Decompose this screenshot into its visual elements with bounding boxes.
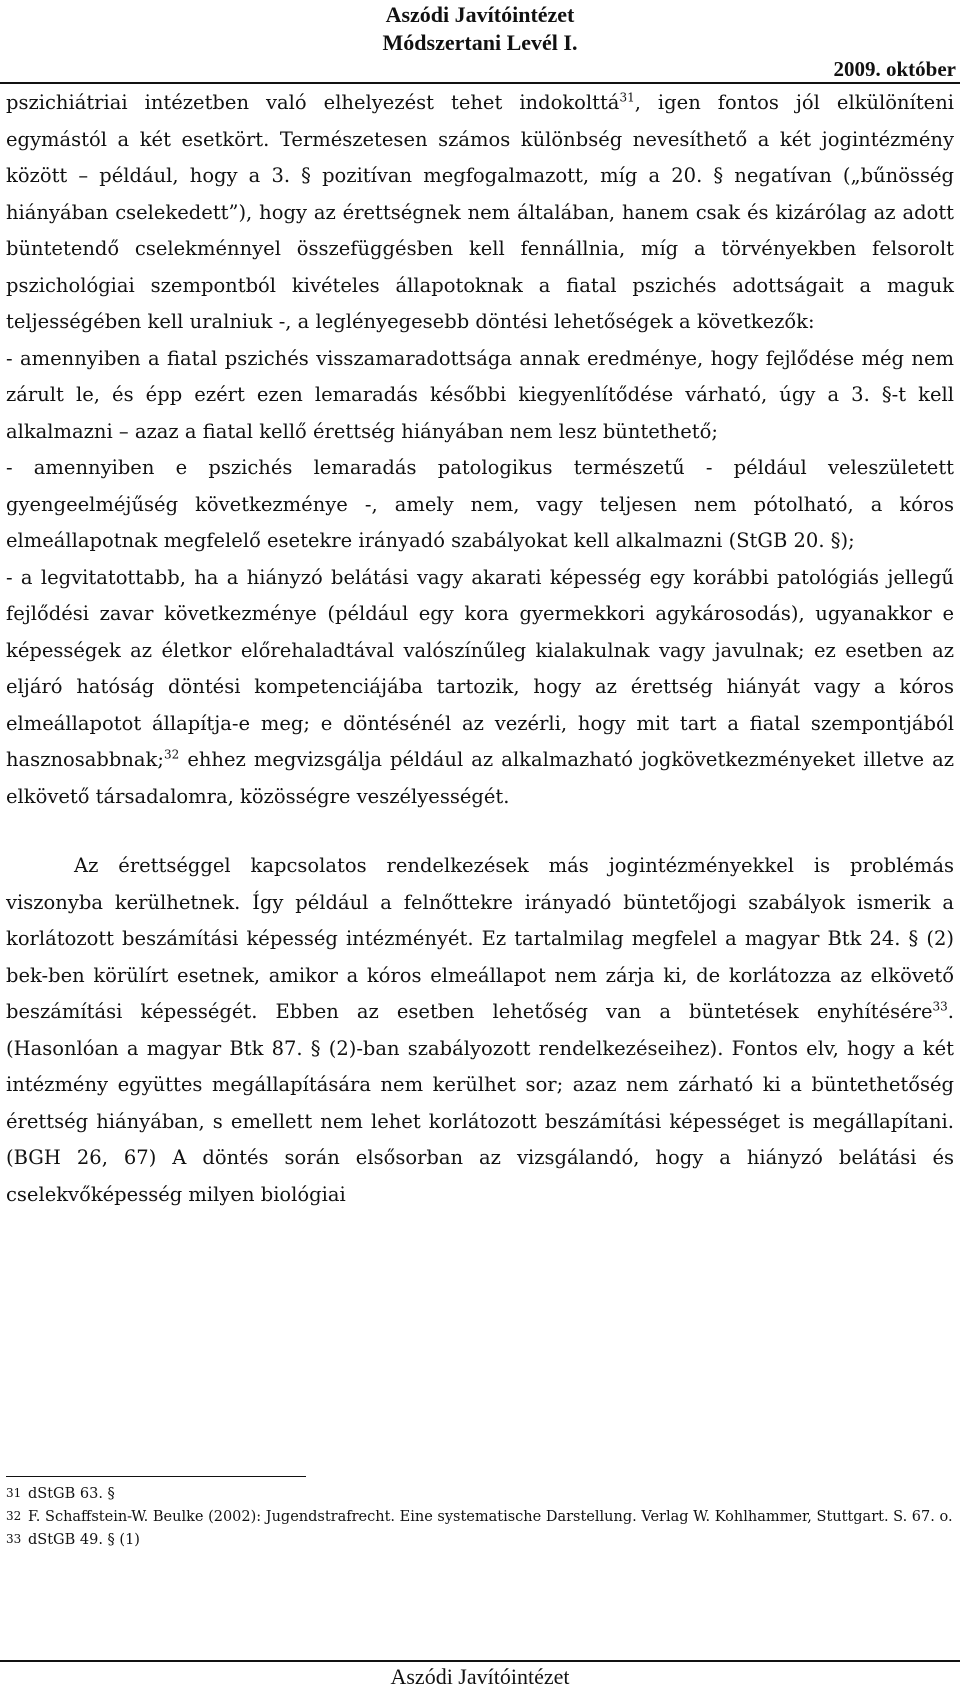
footnote-number: 32	[6, 1509, 22, 1523]
paragraph-5	[6, 848, 954, 1213]
footnote-text: F. Schaffstein-W. Beulke (2002): Jugendstrafrecht. Eine systematische Darstellung. Verlag W. Kohlhammer, Stuttgart. S. 67. o.	[28, 1509, 953, 1525]
footnote-32	[6, 1506, 954, 1529]
footer-divider	[0, 1660, 960, 1662]
footnote-31	[6, 1483, 954, 1506]
paragraph-1	[6, 85, 954, 341]
header-publication: Módszertani Levél I.	[382, 30, 578, 55]
footnote-number: 31	[6, 1486, 22, 1500]
paragraph-5-text-b: . (Hasonlóan a magyar Btk 87. § (2)-ban szabályozott rendelkezéseihez). Fontos elv, hogy a két intézmény együttes megállapítására nem kerülhet sor; azaz nem zárható ki a büntethetőség érettség hiányában, s emellett nem lehet korlátozott beszámítási képességet is megállapítani. (BGH 26, 67) A döntés során elsősorban az vizsgálandó, hogy a hiányzó belátási és cselekvőképesség milyen biológiai	[6, 1000, 954, 1206]
footnote-ref-31: 31	[619, 90, 635, 105]
page-footer: Aszódi Javítóintézet	[390, 1664, 570, 1689]
footnote-ref-33: 33	[932, 999, 948, 1014]
footnote-ref-32: 32	[163, 747, 180, 762]
footnote-33	[6, 1529, 954, 1552]
paragraph-4-text-a: - a legvitatottabb, ha a hiányzó belátási vagy akarati képesség egy korábbi patológiás jellegű fejlődési zavar következménye (például egy kora gyermekkori agykárosodás), ugyanakkor e képességek az életkor előrehaladtával valószínűleg kialakulnak vagy javulnak; ez esetben az eljáró hatóság döntési kompetenciájába tartozik, hogy az érettség hiányát vagy a kóros elmeállapotot állapítja-e meg; e döntésénél az vezérli, hogy mit tart a fiatal szempontjából hasznosabbnak;	[6, 565, 954, 771]
paragraph-5-text-a: Az érettséggel kapcsolatos rendelkezések más jogintézményekkel is problémás viszonyba kerülhetnek. Így például a felnőttekre irányadó büntetőjogi szabályok ismerik a korlátozott beszámítási képesség intézményét. Ez tartalmilag megfelel a magyar Btk 24. § (2) bek-ben körülírt esetnek, amikor a kóros elmeállapot nem zárja ki, de korlátozza az elkövető beszámítási képességét. Ebben az esetben lehetőség van a büntetések enyhítésére	[6, 854, 954, 1023]
footnotes	[6, 1483, 954, 1552]
paragraph-1-text-b: , igen fontos jól elkülöníteni egymástól a két esetkört. Természetesen számos különbség nevesíthető a két jogintézmény között – például, hogy a 3. § pozitívan megfogalmazott, míg a 20. § negatívan („bűnösség hiányában cselekedett”), hogy az érettségnek nem általában, hanem csak és kizárólag az adott büntetendő cselekménnyel összefüggésben kell fennállnia, míg a törvényekben felsorolt pszichológiai szempontból kivételes állapotoknak a fiatal pszichés adottságait a maguk teljességében kell uralniuk -, a leglényegesebb döntési lehetőségek a következők:	[6, 91, 955, 333]
header-institution: Aszódi Javítóintézet	[385, 2, 575, 27]
page-header	[0, 0, 960, 81]
footnote-text: dStGB 49. § (1)	[28, 1532, 140, 1548]
header-date: 2009. október	[833, 57, 956, 81]
header-divider	[0, 82, 960, 84]
paragraph-4	[6, 560, 954, 816]
footnote-text: dStGB 63. §	[28, 1486, 115, 1502]
body-text	[6, 85, 954, 1213]
paragraph-1-text-a: pszichiátriai intézetben való elhelyezést tehet indokolttá	[6, 91, 620, 114]
footnote-number: 33	[6, 1532, 22, 1546]
paragraph-2: - amennyiben a fiatal pszichés visszamaradottsága annak eredménye, hogy fejlődése még nem zárult le, és épp ezért ezen lemaradás későbbi kiegyenlítődése várható, úgy a 3. §-t kell alkalmazni – azaz a fiatal kellő érettség hiányában nem lesz büntethető;	[6, 346, 954, 443]
footnote-divider	[6, 1476, 306, 1477]
paragraph-3: - amennyiben e pszichés lemaradás patologikus természetű - például veleszületett gyengeelméjűség következménye -, amely nem, vagy teljesen nem pótolható, a kóros elmeállapotnak megfelelő esetekre irányadó szabályokat kell alkalmazni (StGB 20. §);	[6, 456, 954, 552]
paragraph-4-text-b: ehhez megvizsgálja például az alkalmazható jogkövetkezményeket illetve az elkövető társadalomra, közösségre veszélyességét.	[6, 748, 954, 808]
